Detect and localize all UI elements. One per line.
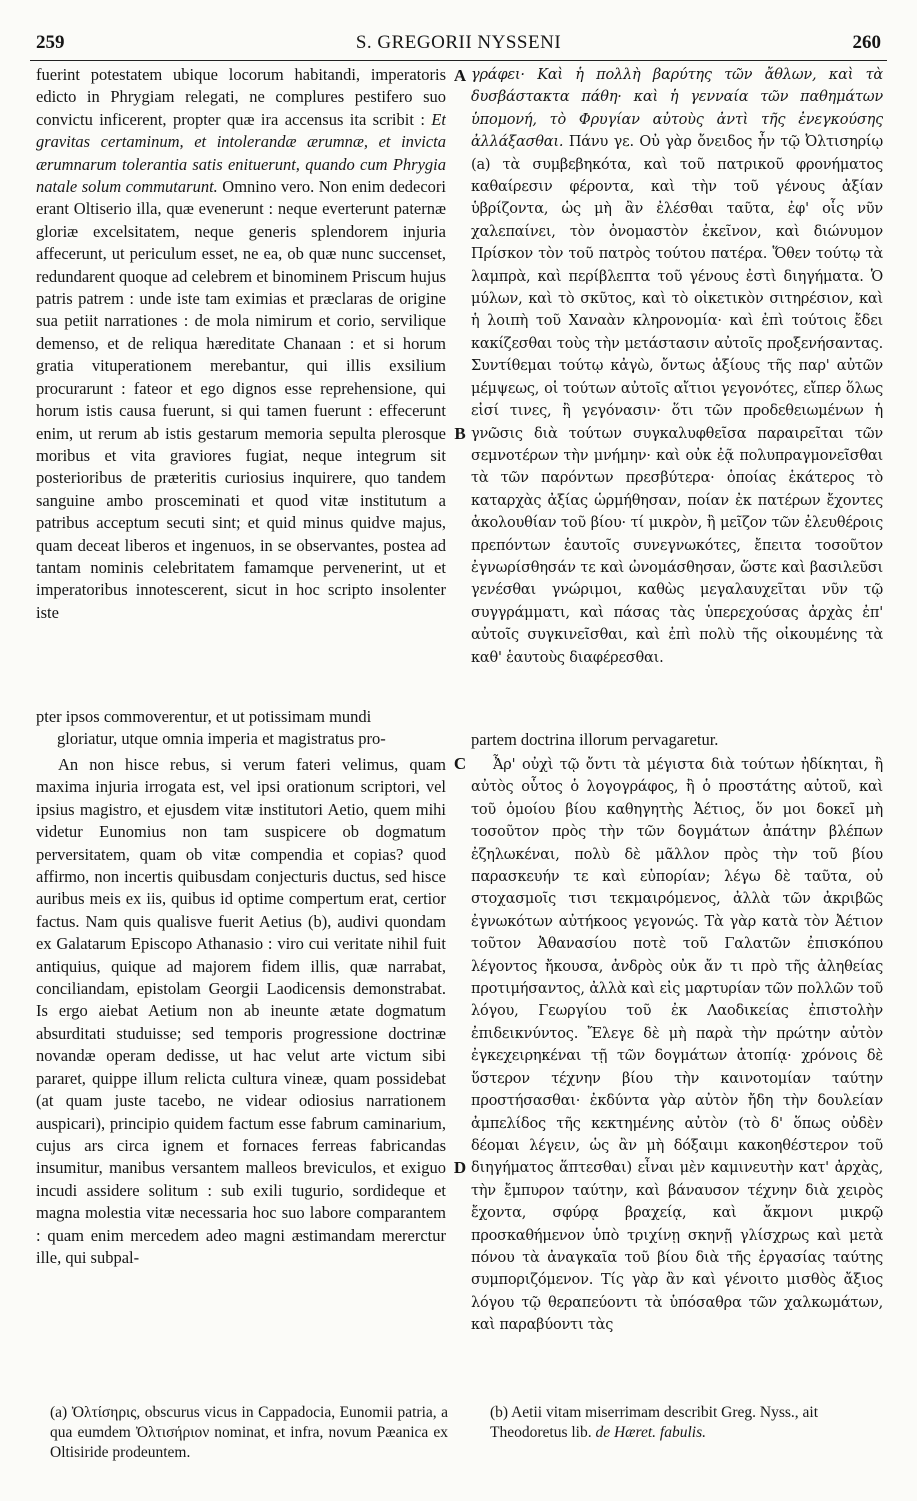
greek-paragraph-1 — [471, 64, 883, 669]
greek-paragraph-2: Ἆρ' οὐχὶ τῷ ὄντι τὰ μέγιστα διὰ τούτων ἠδίκηται, ἢ αὐτὸς οὗτος ὁ λογογράφος, ἢ ὁ προστάτης αὐτοῦ, καὶ τοῦ ὁμοίου βίου καθηγητὴς Ἀέτιος, ὅν μοι δοκεῖ μὴ τοσοῦτον πρὸς τὴν τῶν δογμάτων ἀπάτην βλέπων ἐζηλωκέναι, πολὺ δὲ μᾶλλον πρὸς τὴν τοῦ βίου παρασκευήν τε καὶ εὐπορίαν; λέγω δὲ ταῦτα, οὐ στοχασμοῖς τισι τεκμαιρόμενος, ἀλλὰ τῶν ἀκριβῶς ἐγνωκότων αὐτήκοος γεγονώς. Τὰ γὰρ κατὰ τὸν Ἀέτιον τοῦτον Ἀθανασίου ποτὲ τοῦ Γαλατῶν ἐπισκόπου λέγοντος ἤκουσα, ἀνδρὸς οὐκ ἄν τι πρὸ τῆς ἀληθείας προτιμήσαντος, ἀλλὰ καὶ εἰς μαρτυρίαν τῶν πολλῶν τοῦ λόγου, Γεωργίου τοῦ ἐκ Λαοδικείας ἐπιστολὴν ἐπιδεικνύντος. Ἔλεγε δὲ μὴ παρὰ τὴν πρώτην αὐτὸν ἐγκεχειρηκέναι τῇ τῶν δογμάτων ἀτοπίᾳ· χρόνοις δὲ ὕστερον τέχνην βίου τὴν καινοτομίαν ταύτην προστήσασθαι· ἐκδύντα γὰρ αὐτὸν ἤδη τὴν δουλείαν ἀμπελίδος τῆς κεκτημένης αὐτὸν (τὸ δ' ὅπως οὐδὲν δέομαι λέγειν, ὡς ἂν μὴ δόξαιμι κακοηθέστερον τοῦ διηγήματος ἅπτεσθαι) εἶναι μὲν καμινευτὴν κατ' ἀρχὰς, τὴν ἔμπυρον ταύτην, καὶ βάναυσον τέχνην διὰ χειρὸς ἔχοντα, σφύρᾳ βραχείᾳ, καὶ ἄκμονι μικρῷ προσκαθήμενον ὑπὸ τριχίνῃ σκηνῇ γλίσχρως καὶ μετὰ πόνου τὰ ἀναγκαῖα τοῦ βίου διὰ τῆς ἐργασίας ταύτης συμποριζόμενον. Τίς γὰρ ἂν καὶ γένοιτο μισθὸς ἄξιος λόγου τῷ θεραπεύοντι τὰ ὑπόσαθρα τῶν χαλκωμάτων, καὶ παραβύοντι τὰς — [471, 757, 883, 1334]
footnote-a — [50, 1403, 448, 1463]
latin-paragraph-2: An non hisce rebus, si verum fateri velimus, quam maxima injuria irrogata est, vel ipsi orationum scriptori, vel ipsius magistro, et ejusdem vitæ institutori Aetio, quem mihi videtur Eunomius non tam suspicere ob dogmatum perversitatem, quam ob vitæ compendia et copias? quod affirmo, non incertis quibusdam conjecturis ductus, sed hisce auribus meis ex iis, quibus id optime compertum erat, certior factus. Nam quis qualisve fuerit Aetius (b), audivi quondam ex Galatarum Episcopo Athanasio : viro cui veritate nihil fuit antiquius, quique ad majorem fidem illis, quæ narrabat, conciliandam, epistolam Georgii Laodicensis demonstrabat. Is ergo aiebat Aetium non ab ineunte ætate dogmatum absurditati studuisse; sed temporis progressione doctrinæ novandæ operam dedisse, ut hac velut arte victum sibi pararet, quippe illum relicta cultura vineæ, quam possidebat (at quam juste tacebo, ne videar odiosius narrationem auspicari), principio quidem factum esse fabrum caminarium, cujus ars circa ignem et fornaces ferreas fabricandas insumitur, manibus versantem malleos breviculos, et exiguo incudi assidere solitum : sub exili tugurio, sordideque et magna molestia vitæ necessaria hoc suo labore comparantem : quam enim mercedem adeo magni æstimandam mererctur ille, qui subpal- — [36, 755, 446, 1267]
latin-paragraph-1 — [36, 64, 446, 624]
greek-text: Πάνυ γε. Οὐ γὰρ ὄνειδος ἦν τῷ Ὀλτισηρίῳ (a) τὰ συμβεβηκότα, καὶ τοῦ πατρικοῦ φρονήματος καθαίρεσιν φέροντα, καὶ τὴν τοῦ γένους ἀξίαν ὑβρίζοντα, ὡς μὴ ἂν ἐλέσθαι ταῦτα, ἐφ' οἷς νῦν χαλεπαίνει, τὸν ὀνομαστὸν ἐκεῖνον, καὶ διώνυμον Πρίσκον τὸν τοῦ πατρὸς τούτου πατέρα. Ὅθεν τούτῳ τὰ λαμπρὰ, καὶ περίβλεπτα τοῦ γένους ἐστὶ διηγήματα. Ὁ μύλων, καὶ τὸ σκῦτος, καὶ τὸ οἰκετικὸν σιτηρέσιον, καὶ ἡ λοιπὴ τοῦ Χαναὰν κληρονομία· καὶ ἐπὶ τούτοις ἔδει κακίζεσθαι τοὺς τὴν μετάστασιν αὐτοῖς προξενήσαντας. Συντίθεμαι τούτῳ κἀγὼ, ὄντως ἀξίους τῆς παρ' αὐτῶν μέμψεως, οἱ τούτων αὐτοῖς αἴτιοι γεγονότες, εἴπερ ὅλως εἰσί τινες, ἢ γεγόνασιν· ὅτι τῶν προδεθειωμένων ἡ γνῶσις διὰ τούτων συγκαλυφθεῖσα παραιρεῖται τῶν σεμνοτέρων τὴν μνήμην· καὶ οὐκ ἐᾷ πολυπραγμονεῖσθαι τὰ τῶν παρόντων πρεσβύτερα· ὁποίας ἑκάτερος τὸ καταρχὰς ἀξίας ὡρμήθησαν, ποίαν ἐκ πατέρων ἔχοντες ἀκολουθίαν τοῦ βίου· τί μικρὸν, ἢ μεῖζον τῶν ἐλευθέροις πρεπόντων ἑαυτοῖς συνεγνωκότες, ἔπειτα τοσοῦτον ἐγνωρίσθησάν τε καὶ ὠνομάσθησαν, ὥστε καὶ βασιλεῦσι γενέσθαι γνώριμοι, καθὼς μεγαλαυχεῖται νῦν τῷ συγγράμματι, καὶ πάσας τὰς ὑπερεχούσας ἀρχὰς ἐπ' αὐτοῖς συγκινεῖσθαι, καὶ ἐπὶ πολὺ τῆς οἰκουμένης τὰ καθ' ἑαυτοὺς διαφέρεσθαι. — [471, 134, 883, 666]
greek-column-bottom — [471, 754, 883, 1374]
footnote-text: (a) Ὀλτίσηρις, obscurus vicus in Cappadocia, Eunomii patria, a qua eumdem Ὀλτισήριον nominat, et infra, novum Pæanica ex Oltisiride prodeuntem. — [50, 1404, 448, 1461]
page-number-right: 260 — [852, 32, 881, 53]
running-header — [30, 30, 887, 61]
running-title: S. GREGORII NYSSENI — [355, 32, 562, 53]
latin-column-top — [36, 64, 446, 724]
footnote-b — [490, 1403, 882, 1443]
latin-text: Omnino vero. Non enim dedecori erant Oltiserio illa, quæ evenerunt : neque everterunt paternæ gloriæ excelsitatem, neque generis splendorem injuria affecerunt, ut periculum esset, ne ea, ob quæ nunc succenset, redundarent quoque ad celebrem et binominem Priscum hujus patris patrem : unde iste tam eximias et præclaras de origine sua petiit narrationes : de mola nimirum et corio, servilique demenso, et de reliqua hæreditate Chanaan : et si horum gratia vituperationem merebantur, qui illis exsilium procurarunt : fateor et ego dignos esse reprehensione, qui horum istis causa fuerunt, si qui tamen fuerunt : effecerunt enim, ut rerum ab istis gestarum memoria sepulta plerosque moribus et vita graviores fugiat, neque integrum sit posterioribus de præteritis curiosius inquirere, quo tandem sanguine ambo prosceminati et quod vitæ institutum a patribus acceptum secuti sint; et quid minus quidve majus, quam deceat liberos et ingenuos, in se observantes, postea ad tantam nominis celebritatem famamque pervenerint, ut et imperatoribus innotescerent, sicut in hoc scripto insolenter iste — [36, 177, 446, 622]
latin-text: fuerint potestatem ubique locorum habitandi, imperatoris edicto in Phrygiam relegati, ne complures pestifero suo convictu inficerent, propter quæ ira accensus ita scribit : — [36, 65, 446, 129]
full-width-line-2 — [471, 729, 883, 751]
latin-column-bottom — [36, 754, 446, 1374]
footnote-text: (b) Aetii vitam miserrimam describit Greg. Nyss., ait Theodoretus lib. — [490, 1404, 819, 1441]
latin-text: partem doctrina illorum pervagaretur. — [471, 730, 719, 749]
margin-letter-c: C — [453, 754, 467, 773]
page-number-left: 259 — [36, 32, 65, 53]
latin-text: pter ipsos commoverentur, et ut potissimam mundi — [36, 707, 372, 726]
greek-quote: γράφει· Καὶ ἡ πολλὴ βαρύτης τῶν ἄθλων, καὶ τὰ δυσβάστακτα πάθη· καὶ ἡ γενναία τῶν παθημάτων ὑπομονή, τὸ Φρυγίαν αὐτοὺς ἀντὶ τῆς ἐνεγκούσης ἀλλάξασθαι. — [471, 67, 883, 151]
latin-text: gloriatur, utque omnia imperia et magistratus pro- — [57, 729, 386, 749]
footnote-citation: de Hæret. fabulis. — [595, 1424, 706, 1441]
margin-letter-b: B — [454, 424, 466, 443]
latin-quote: Et gravitas certaminum, et intolerandæ ærumnæ, et invicta ærumnarum tolerantia satis enituerunt, quando cum Phrygia natale solum commutarunt. — [36, 109, 446, 197]
greek-column-top — [471, 64, 883, 724]
margin-letter-a: A — [453, 66, 467, 85]
margin-letter-d: D — [453, 1158, 467, 1177]
